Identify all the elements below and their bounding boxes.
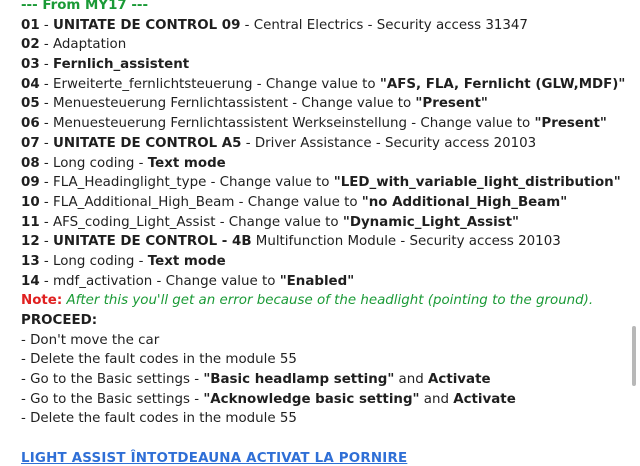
step-title: UNITATE DE CONTROL A5 bbox=[53, 135, 242, 151]
step-sep: - bbox=[39, 253, 53, 269]
step-number: 02 bbox=[21, 37, 40, 53]
step-sep: - bbox=[39, 57, 53, 73]
document-body bbox=[21, 0, 626, 429]
step-sep: - bbox=[39, 96, 53, 112]
setting-name: "Acknowledge basic setting" bbox=[203, 391, 420, 407]
step-number: 06 bbox=[21, 116, 40, 132]
step-sep: - bbox=[39, 135, 53, 151]
step-value: "LED_with_variable_light_distribution" bbox=[333, 175, 621, 191]
proceed-item-text: and bbox=[394, 372, 429, 388]
step-desc: Multifunction Module - Security access 20103 bbox=[251, 234, 561, 250]
step-sep: - bbox=[39, 194, 53, 210]
step-02 bbox=[21, 35, 621, 55]
step-14 bbox=[21, 272, 621, 292]
step-desc: Menuesteuerung Fernlichtassistent - Change value to bbox=[53, 96, 416, 112]
step-01 bbox=[21, 16, 621, 36]
step-desc: Long coding - bbox=[53, 155, 148, 171]
proceed-item-text: - Delete the fault codes in the module 55 bbox=[21, 411, 297, 427]
step-number: 10 bbox=[21, 194, 40, 210]
step-value: "AFS, FLA, Fernlicht (GLW,MDF)" bbox=[379, 76, 626, 92]
step-10 bbox=[21, 193, 621, 213]
step-number: 13 bbox=[21, 253, 40, 269]
step-12 bbox=[21, 232, 621, 252]
step-desc: FLA_Headinglight_type - Change value to bbox=[53, 175, 334, 191]
step-desc: FLA_Additional_High_Beam - Change value to bbox=[53, 194, 362, 210]
footer-link[interactable]: LIGHT ASSIST ÎNTOTDEAUNA ACTIVAT LA PORNIRE bbox=[21, 451, 408, 466]
step-sep: - bbox=[39, 175, 53, 191]
step-title: UNITATE DE CONTROL 09 bbox=[53, 17, 241, 33]
note bbox=[21, 291, 621, 311]
step-value: "Dynamic_Light_Assist" bbox=[342, 214, 520, 230]
proceed-item-text: - Go to the Basic settings - bbox=[21, 372, 204, 388]
step-sep: - bbox=[39, 234, 53, 250]
step-sep: - bbox=[39, 214, 53, 230]
note-label: Note: bbox=[21, 293, 63, 309]
action-name: Activate bbox=[428, 372, 491, 388]
step-desc: Adaptation bbox=[53, 37, 127, 53]
step-13 bbox=[21, 252, 621, 272]
step-11 bbox=[21, 213, 621, 233]
proceed-item bbox=[21, 390, 621, 410]
step-value: Text mode bbox=[147, 155, 226, 171]
proceed-item bbox=[21, 370, 621, 390]
step-number: 03 bbox=[21, 57, 40, 73]
step-sep: - bbox=[39, 76, 53, 92]
note-text: After this you'll get an error because of the headlight (pointing to the ground). bbox=[62, 293, 594, 309]
step-value: "Present" bbox=[415, 96, 488, 112]
proceed-item-text: - Go to the Basic settings - bbox=[21, 391, 204, 407]
proceed-item bbox=[21, 409, 621, 429]
scrollbar-thumb[interactable] bbox=[632, 326, 636, 386]
step-number: 14 bbox=[21, 273, 40, 289]
step-number: 07 bbox=[21, 135, 40, 151]
step-desc: - Central Electrics - Security access 31347 bbox=[240, 17, 528, 33]
step-06 bbox=[21, 114, 621, 134]
step-sep: - bbox=[39, 155, 53, 171]
section-heading: --- From MY17 --- bbox=[21, 0, 149, 13]
step-sep: - bbox=[39, 37, 53, 53]
step-04 bbox=[21, 75, 626, 95]
step-number: 05 bbox=[21, 96, 40, 112]
step-desc: AFS_coding_Light_Assist - Change value to bbox=[53, 214, 343, 230]
step-number: 04 bbox=[21, 76, 40, 92]
step-desc: Erweiterte_fernlichtsteuerung - Change value to bbox=[53, 76, 380, 92]
step-title: UNITATE DE CONTROL - 4B bbox=[53, 234, 252, 250]
step-08 bbox=[21, 154, 621, 174]
step-number: 08 bbox=[21, 155, 40, 171]
proceed-item-text: - Don't move the car bbox=[21, 332, 160, 348]
action-name: Activate bbox=[453, 391, 516, 407]
step-number: 11 bbox=[21, 214, 40, 230]
step-09 bbox=[21, 173, 621, 193]
proceed-item bbox=[21, 331, 621, 351]
step-07 bbox=[21, 134, 621, 154]
step-05 bbox=[21, 94, 621, 114]
proceed-item-text: - Delete the fault codes in the module 55 bbox=[21, 352, 297, 368]
proceed-title: PROCEED: bbox=[21, 313, 98, 328]
step-desc: Long coding - bbox=[53, 253, 148, 269]
step-number: 01 bbox=[21, 17, 40, 33]
step-sep: - bbox=[39, 116, 53, 132]
step-value: "Present" bbox=[534, 116, 607, 132]
step-desc: - Driver Assistance - Security access 20103 bbox=[241, 135, 537, 151]
step-desc: mdf_activation - Change value to bbox=[53, 273, 280, 289]
step-value: "Enabled" bbox=[279, 273, 355, 289]
step-desc: Menuesteuerung Fernlichtassistent Werkseinstellung - Change value to bbox=[53, 116, 535, 132]
step-sep: - bbox=[39, 17, 53, 33]
step-value: "no Additional_High_Beam" bbox=[361, 194, 568, 210]
step-title: Fernlich_assistent bbox=[53, 57, 190, 73]
proceed-item bbox=[21, 350, 621, 370]
step-03 bbox=[21, 55, 621, 75]
proceed-item-text: and bbox=[419, 391, 454, 407]
step-number: 12 bbox=[21, 234, 40, 250]
step-sep: - bbox=[39, 273, 53, 289]
step-number: 09 bbox=[21, 175, 40, 191]
setting-name: "Basic headlamp setting" bbox=[203, 372, 395, 388]
step-value: Text mode bbox=[147, 253, 226, 269]
